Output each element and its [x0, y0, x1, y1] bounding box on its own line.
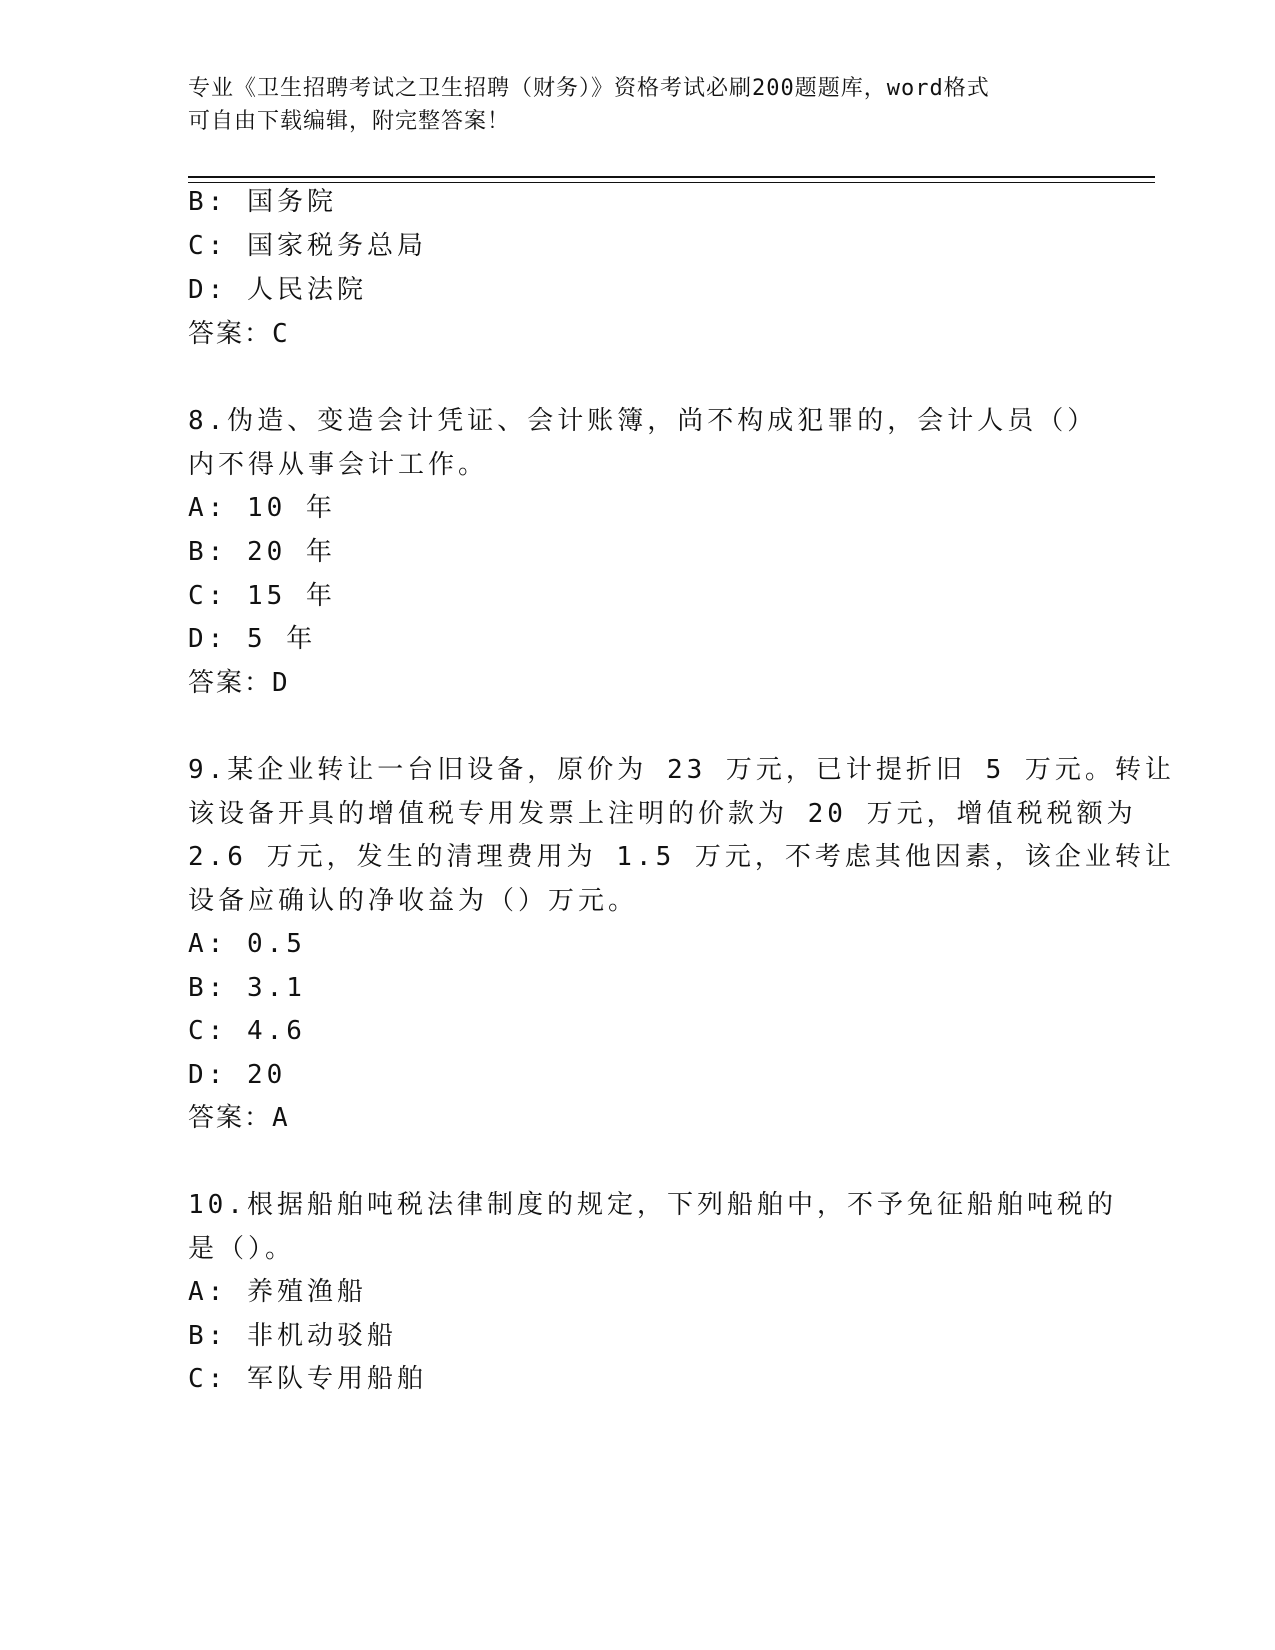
q8-option-d: D: 5 年 [188, 624, 317, 654]
q7-answer-value: C [272, 319, 290, 349]
q10-stem-line-2: 是（）。 [188, 1234, 296, 1264]
q10-option-c: C: 军队专用船舶 [188, 1364, 427, 1394]
header-divider-thin [188, 182, 1155, 183]
q7-option-d: D: 人民法院 [188, 275, 367, 305]
header-line-2: 可自由下载编辑，附完整答案！ [188, 109, 511, 134]
q7-answer-label: 答案： [188, 319, 273, 349]
q10-stem-line-1: 10.根据船舶吨税法律制度的规定，下列船舶中，不予免征船舶吨税的 [188, 1190, 1117, 1220]
q8-stem-line-2: 内不得从事会计工作。 [188, 450, 489, 480]
document-header [188, 72, 1088, 138]
q8-option-c: C: 15 年 [188, 581, 336, 611]
q8-answer-value: D [272, 668, 290, 698]
q8-stem-line-1: 8.伪造、变造会计凭证、会计账簿，尚不构成犯罪的，会计人员（） [188, 406, 1098, 436]
q10-option-b: B: 非机动驳船 [188, 1321, 397, 1351]
q8-answer-label: 答案： [188, 668, 273, 698]
q9-answer-label: 答案： [188, 1103, 273, 1133]
q8-answer [188, 667, 290, 699]
q9-stem-line-1: 9.某企业转让一台旧设备，原价为 23 万元，已计提折旧 5 万元。转让 [188, 755, 1175, 785]
q10-option-a: A: 养殖渔船 [188, 1277, 367, 1307]
q8-option-b: B: 20 年 [188, 537, 336, 567]
q9-stem-line-3: 2.6 万元，发生的清理费用为 1.5 万元，不考虑其他因素，该企业转让 [188, 842, 1175, 872]
header-line-1: 专业《卫生招聘考试之卫生招聘（财务）》资格考试必刷200题题库，word格式 [188, 76, 990, 101]
q9-answer [188, 1102, 290, 1134]
q9-answer-value: A [272, 1103, 290, 1133]
q9-option-a: A: 0.5 [188, 929, 306, 959]
q7-option-c: C: 国家税务总局 [188, 231, 427, 261]
q9-option-b: B: 3.1 [188, 973, 306, 1003]
header-divider-thick [188, 176, 1155, 178]
q7-option-b: B: 国务院 [188, 187, 337, 217]
q9-option-c: C: 4.6 [188, 1016, 306, 1046]
q9-stem-line-2: 该设备开具的增值税专用发票上注明的价款为 20 万元，增值税税额为 [188, 799, 1137, 829]
q8-option-a: A: 10 年 [188, 493, 336, 523]
q9-stem-line-4: 设备应确认的净收益为（）万元。 [188, 886, 639, 916]
q9-option-d: D: 20 [188, 1060, 287, 1090]
q7-answer [188, 318, 290, 350]
